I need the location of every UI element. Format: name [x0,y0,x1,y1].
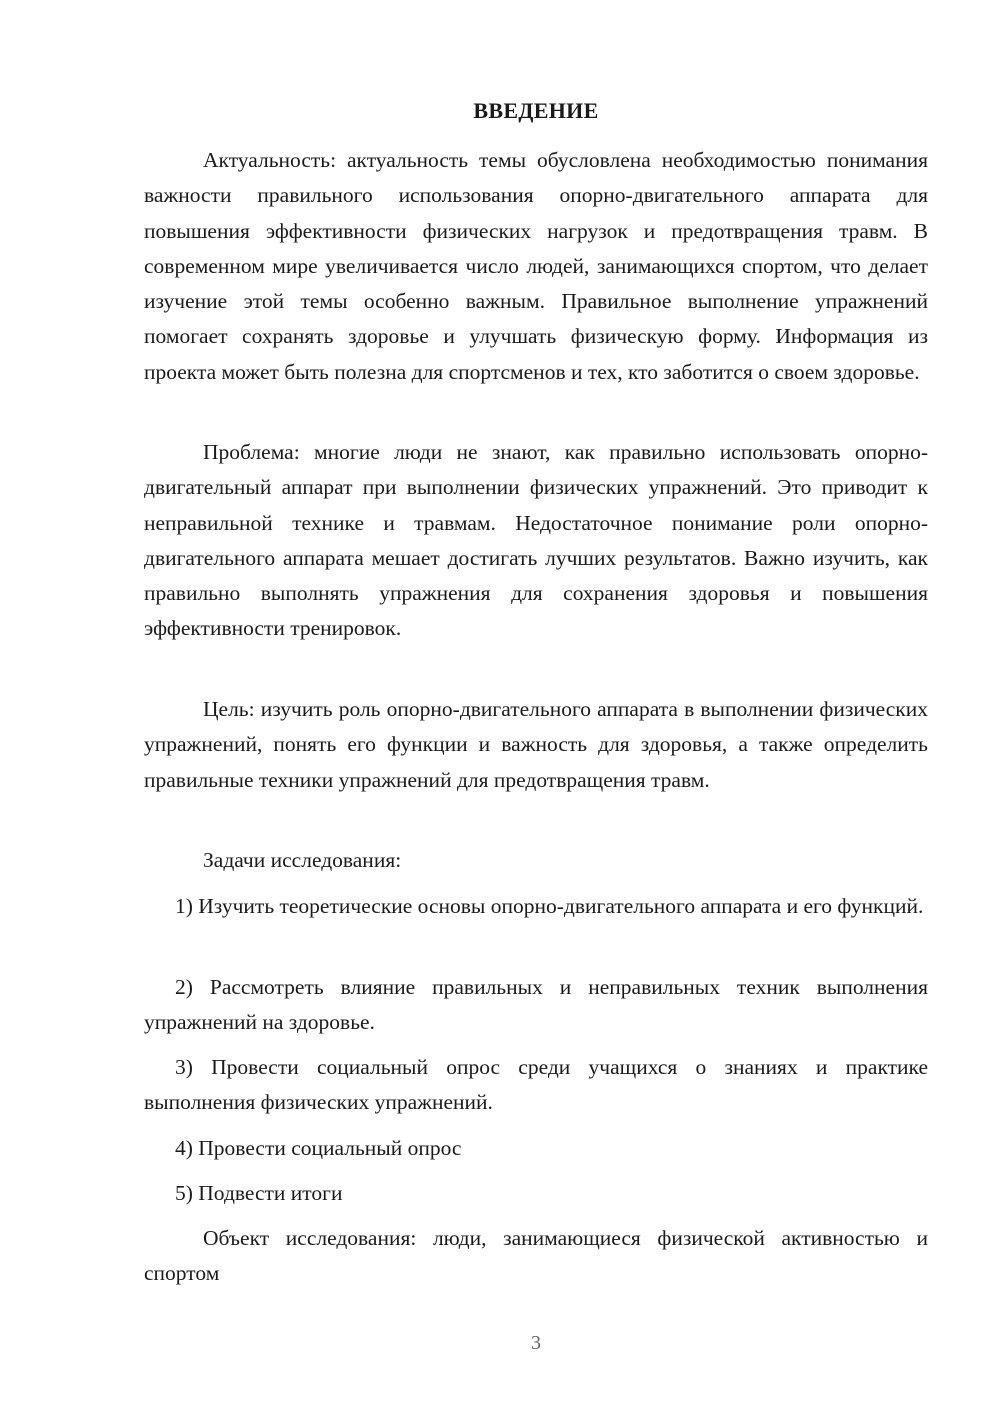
object-paragraph: Объект исследования: люди, занимающиеся физической активностью и спортом [144,1226,928,1286]
document-page [144,0,928,1414]
task-item-1: 1) Изучить теоретические основы опорно-двигательного аппарата и его функций. [175,894,924,918]
goal-paragraph: Цель: изучить роль опорно-двигательного аппарата в выполнении физических упражнений, понять его функции и важность для здоровья, а также определить правильные техники упражнений для предотвращения травм. [144,697,928,792]
page-number: 3 [531,1332,541,1354]
section-title: ВВЕДЕНИЕ [473,98,599,123]
task-item-5: 5) Подвести итоги [175,1181,343,1205]
task-item-2: 2) Рассмотреть влияние правильных и неправильных техник выполнения упражнений на здоровье. [144,975,928,1035]
task-item-3: 3) Провести социальный опрос среди учащихся о знаниях и практике выполнения физических упражнений. [144,1055,928,1115]
relevance-paragraph: Актуальность: актуальность темы обусловлена необходимостью понимания важности правильного использования опорно-двигательного аппарата для повышения эффективности физических нагрузок и предотвращения травм. В современном мире увеличивается число людей, занимающихся спортом, что делает изучение этой темы особенно важным. Правильное выполнение упражнений помогает сохранять здоровье и улучшать физическую форму. Информация из проекта может быть полезна для спортсменов и тех, кто заботится о своем здоровье. [144,148,928,384]
tasks-heading: Задачи исследования: [203,848,402,872]
task-item-4: 4) Провести социальный опрос [175,1136,462,1160]
problem-paragraph: Проблема: многие люди не знают, как правильно использовать опорно-двигательный аппарат при выполнении физических упражнений. Это приводит к неправильной технике и травмам. Недостаточное понимание роли опорно-двигательного аппарата мешает достигать лучших результатов. Важно изучить, как правильно выполнять упражнения для сохранения здоровья и повышения эффективности тренировок. [144,440,928,641]
